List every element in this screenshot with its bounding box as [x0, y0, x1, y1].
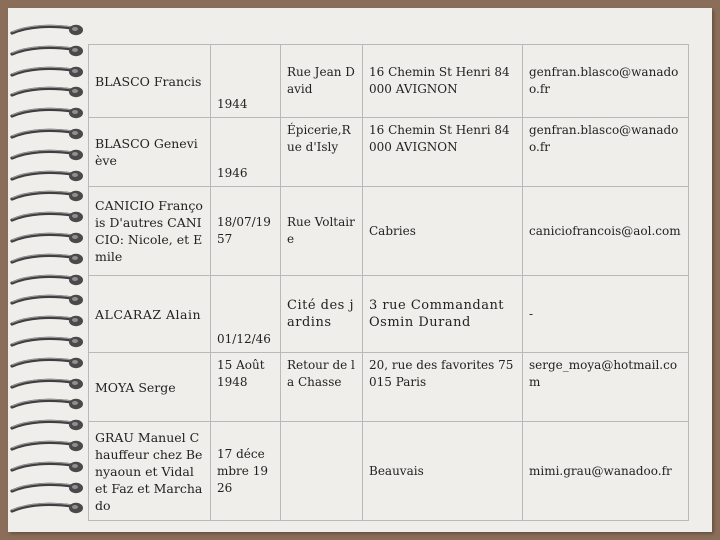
spiral-ring [10, 355, 86, 371]
name-cell: BLASCO Francis [89, 45, 211, 118]
address-cell: Cabries [363, 187, 523, 276]
table-row [89, 45, 689, 118]
table-row [89, 187, 689, 276]
table-row [89, 422, 689, 521]
table-row [89, 118, 689, 187]
spiral-ring [10, 396, 86, 412]
street-cell: Cité des jardins [281, 276, 363, 353]
spiral-ring [10, 43, 86, 59]
contact-table [88, 44, 689, 521]
spiral-ring [10, 480, 86, 496]
table-row [89, 276, 689, 353]
email-cell: genfran.blasco@wanadoo.fr [523, 118, 689, 187]
date-cell: 01/12/46 [211, 276, 281, 353]
email-cell: caniciofrancois@aol.com [523, 187, 689, 276]
spiral-ring [10, 292, 86, 308]
date-cell: 1946 [211, 118, 281, 187]
name-cell: GRAU Manuel Chauffeur chez Benyaoun et Vidal et Faz et Marchado [89, 422, 211, 521]
name-cell: MOYA Serge [89, 353, 211, 422]
spiral-ring [10, 417, 86, 433]
address-cell: 3 rue Commandant Osmin Durand [363, 276, 523, 353]
spiral-ring [10, 188, 86, 204]
email-cell: mimi.grau@wanadoo.fr [523, 422, 689, 521]
email-cell: serge_moya@hotmail.com [523, 353, 689, 422]
spiral-ring [10, 84, 86, 100]
page-sheet [8, 8, 712, 532]
spiral-ring [10, 209, 86, 225]
spiral-ring [10, 313, 86, 329]
email-cell: genfran.blasco@wanadoo.fr [523, 45, 689, 118]
spiral-ring [10, 438, 86, 454]
spiral-ring [10, 334, 86, 350]
spiral-ring [10, 105, 86, 121]
spiral-ring [10, 230, 86, 246]
address-cell: 16 Chemin St Henri 84000 AVIGNON [363, 45, 523, 118]
spiral-ring [10, 459, 86, 475]
spiral-ring [10, 168, 86, 184]
spiral-ring [10, 376, 86, 392]
street-cell: Rue Voltaire [281, 187, 363, 276]
spiral-ring [10, 272, 86, 288]
street-cell: Retour de la Chasse [281, 353, 363, 422]
street-cell [281, 422, 363, 521]
address-cell: 20, rue des favorites 75015 Paris [363, 353, 523, 422]
spiral-ring [10, 22, 86, 38]
spiral-ring [10, 126, 86, 142]
spiral-binding [8, 22, 88, 532]
name-cell: BLASCO Geneviève [89, 118, 211, 187]
email-cell: - [523, 276, 689, 353]
date-cell: 15 Août 1948 [211, 353, 281, 422]
date-cell: 17 décembre 1926 [211, 422, 281, 521]
spiral-ring [10, 251, 86, 267]
spiral-ring [10, 64, 86, 80]
address-cell: 16 Chemin St Henri 84000 AVIGNON [363, 118, 523, 187]
name-cell: ALCARAZ Alain [89, 276, 211, 353]
spiral-ring [10, 147, 86, 163]
table-row [89, 353, 689, 422]
street-cell: Épicerie,Rue d'Isly [281, 118, 363, 187]
name-cell: CANICIO François D'autres CANICIO: Nicole, et Emile [89, 187, 211, 276]
street-cell: Rue Jean David [281, 45, 363, 118]
date-cell: 1944 [211, 45, 281, 118]
address-cell: Beauvais [363, 422, 523, 521]
spiral-ring [10, 500, 86, 516]
date-cell: 18/07/1957 [211, 187, 281, 276]
